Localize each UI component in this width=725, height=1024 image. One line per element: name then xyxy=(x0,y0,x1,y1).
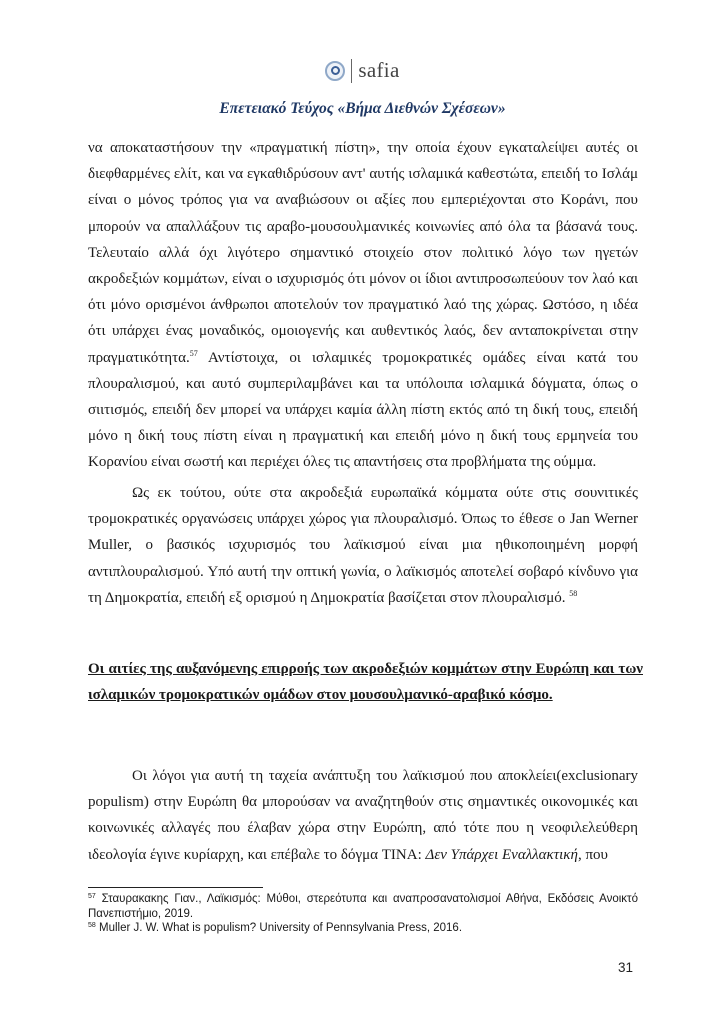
footnote-57 xyxy=(88,892,638,921)
paragraph-3-text: Οι λόγοι για αυτή τη ταχεία ανάπτυξη του λαϊκισμού που αποκλείει(exclusionary populism) στην Ευρώπη θα μπορούσαν να αναζητηθούν στις σημαντικές οικονομικές και κοινωνικές αλλαγές που έλαβαν χώρα στην Ευρώπη, από τότε που η νεοφιλελεύθερη ιδεολογία έγινε κυρίαρχη, και επέβαλε το δόγμα TINA: xyxy=(88,768,638,863)
footnote-number: 58 xyxy=(88,922,96,929)
footnote-number: 57 xyxy=(88,893,96,900)
emblem-icon xyxy=(325,61,345,81)
footnote-text: Muller J. W. What is populism? University of Pennsylvania Press, 2016. xyxy=(95,922,463,934)
page-number: 31 xyxy=(618,960,634,975)
tina-phrase: Δεν Υπάρχει Εναλλακτική xyxy=(425,846,578,863)
section-heading: Οι αιτίες της αυξανόμενης επιρροής των ακροδεξιών κομμάτων στην Ευρώπη και των ισλαμικών τρομοκρατικών ομάδων στον μουσουλμανικό-αραβικό κόσμο. xyxy=(88,661,643,703)
paragraph-1-continued: Αντίστοιχα, οι ισλαμικές τρομοκρατικές ομάδες είναι κατά του πλουραλισμού, και αυτό συμπεριλαμβάνει και τα υπόλοιπα ισλαμικά δόγματα, όπως ο σιιτισμός, επειδή δεν μπορεί να υπάρχει καμία άλλη πίστη εκτός από τη δική τους, επειδή μόνο η δική τους πίστη είναι η πραγματική και επειδή μόνο η δική τους ερμηνεία του Κορανίου είναι σωστή και περιέχει όλες τις απαντήσεις στα προβλήματα της ούμμα. xyxy=(88,349,638,471)
footnotes xyxy=(88,892,638,936)
logo-divider xyxy=(351,59,352,83)
footnote-ref-57[interactable]: 57 xyxy=(189,348,198,358)
footnote-text: Σταυρακακης Γιαν., Λαϊκισμός: Μύθοι, στερεότυπα και αναπροσανατολισμοί Αθήνα, Εκδόσεις Ανοικτό Πανεπιστήμιο, 2019. xyxy=(88,893,638,920)
footnote-58 xyxy=(88,921,638,936)
paragraph-2-text: Ως εκ τούτου, ούτε στα ακροδεξιά ευρωπαϊκά κόμματα ούτε στις σουνιτικές τρομοκρατικές οργανώσεις υπάρχει χώρος για πλουραλισμό. Όπως το έθεσε ο Jan Werner Muller, ο βασικός ισχυρισμός του λαϊκισμού είναι μια ηθικοποιημένη μορφή αντιπλουραλισμού. Υπό αυτή την οπτική γωνία, ο λαϊκισμός αποτελεί σοβαρό κίνδυνο για τη Δημοκρατία, επειδή εξ ορισμού η Δημοκρατία βασίζεται στον πλουραλισμό. xyxy=(88,485,638,606)
journal-title: Επετειακό Τεύχος «Βήμα Διεθνών Σχέσεων» xyxy=(219,100,506,117)
logo-text: safia xyxy=(358,58,400,82)
paragraph-3 xyxy=(88,763,638,868)
publisher-logo xyxy=(325,58,399,83)
paragraph-2 xyxy=(88,480,638,611)
footnote-separator xyxy=(88,887,263,888)
paragraph-1 xyxy=(88,135,638,476)
footnote-ref-58[interactable]: 58 xyxy=(569,588,578,598)
paragraph-1-text: να αποκαταστήσουν την «πραγματική πίστη», την οποία έχουν εγκαταλείψει αυτές οι διεφθαρμένες ελίτ, και να εγκαθιδρύσουν αντ' αυτής ισλαμικά καθεστώτα, επειδή το Ισλάμ είναι ο μόνος τρόπος για να αναβιώσουν οι αξίες που εμπεριέχονται στο Κοράνι, που μπορούν να απαλλάξουν τις αραβο-μουσουλμανικές κοινωνίες από όλα τα βάσανά τους. Τελευταίο αλλά όχι λιγότερο σημαντικό στοιχείο στον πολιτικό λόγο των ηγετών ακροδεξιών κομμάτων, είναι ο ισχυρισμός ότι μόνον οι ίδιοι αντιπροσωπεύουν τον λαό και ότι μόνο ορισμένοι άνθρωποι αποτελούν τον πραγματικό λαό της χώρας. Ωστόσο, η ιδέα ότι υπάρχει ένας μοναδικός, ομοιογενής και αυθεντικός λαός, δεν ανταποκρίνεται στην πραγματικότητα. xyxy=(88,140,638,366)
paragraph-3-end: , που xyxy=(577,846,608,863)
page-header xyxy=(0,58,725,83)
